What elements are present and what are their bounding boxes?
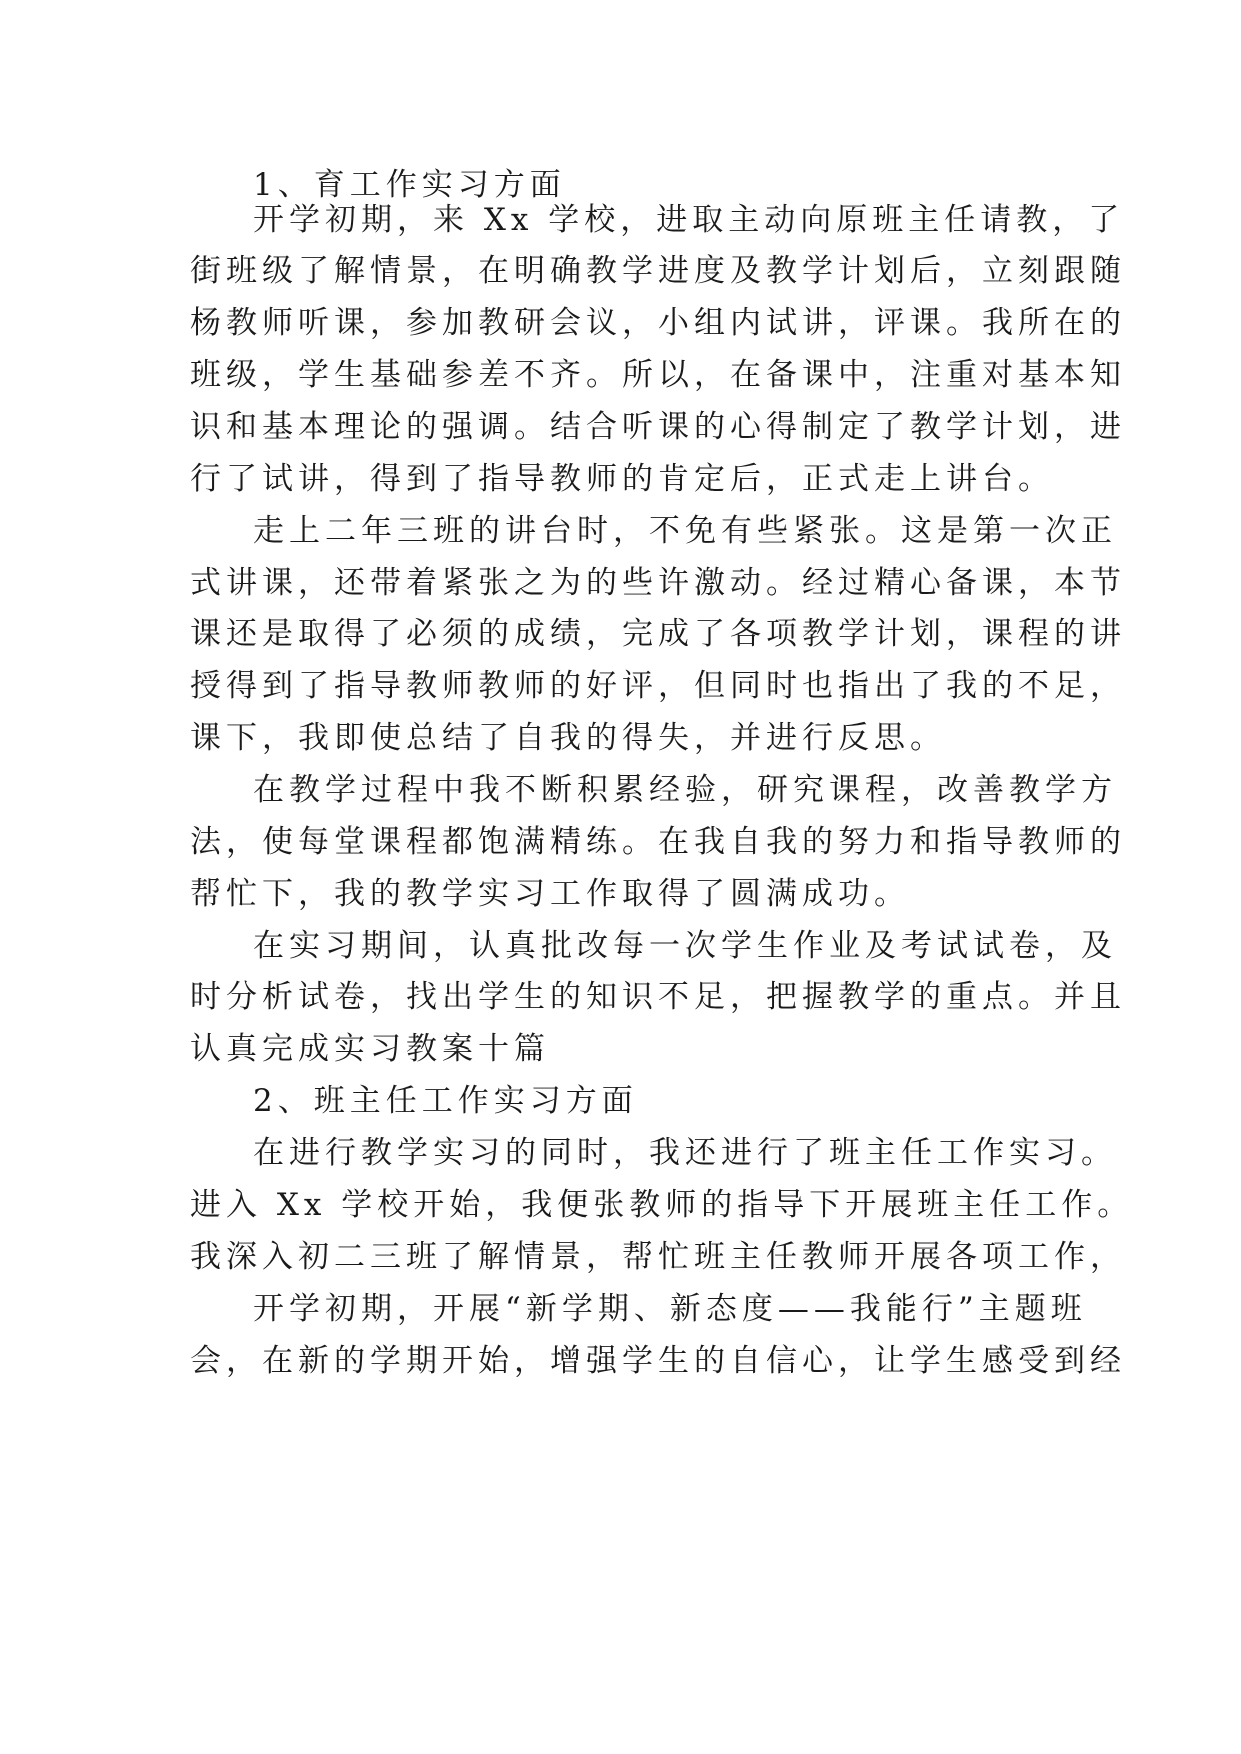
paragraph-line: 认真完成实习教案十篇 [190,1031,550,1067]
paragraph-line: 在教学过程中我不断积累经验，研究课程，改善教学方 [253,772,1117,808]
paragraph-line: 杨教师听课，参加教研会议，小组内试讲，评课。我所在的 [190,305,1126,341]
paragraph-line: 授得到了指导教师教师的好评，但同时也指出了我的不足， [190,668,1126,704]
paragraph-line: 会，在新的学期开始，增强学生的自信心，让学生感受到经 [190,1343,1126,1379]
paragraph-line: 班级，学生基础参差不齐。所以，在备课中，注重对基本知 [190,357,1126,393]
paragraph-line: 在进行教学实习的同时，我还进行了班主任工作实习。 [253,1135,1117,1171]
paragraph-line: 我深入初二三班了解情景，帮忙班主任教师开展各项工作， [190,1239,1126,1275]
paragraph-line: 识和基本理论的强调。结合听课的心得制定了教学计划，进 [190,409,1126,445]
paragraph-line: 进入 Xx 学校开始，我便张教师的指导下开展班主任工作。 [190,1187,1134,1223]
section-heading-2: 2、班主任工作实习方面 [253,1083,638,1119]
paragraph-line: 法，使每堂课程都饱满精练。在我自我的努力和指导教师的 [190,824,1126,860]
paragraph-line: 课还是取得了必须的成绩，完成了各项教学计划，课程的讲 [190,616,1126,652]
section-heading-1: 1、育工作实习方面 [253,167,566,203]
paragraph-line: 课下，我即使总结了自我的得失，并进行反思。 [190,720,946,756]
paragraph-line: 时分析试卷，找出学生的知识不足，把握教学的重点。并且 [190,979,1126,1015]
paragraph-line: 走上二年三班的讲台时，不免有些紧张。这是第一次正 [253,513,1117,549]
paragraph-line: 开学初期，来 Xx 学校，进取主动向原班主任请教，了 [253,202,1125,238]
paragraph-line: 行了试讲，得到了指导教师的肯定后，正式走上讲台。 [190,461,1054,497]
paragraph-line: 式讲课，还带着紧张之为的些许激动。经过精心备课，本节 [190,565,1126,601]
paragraph-line: 帮忙下，我的教学实习工作取得了圆满成功。 [190,876,910,912]
paragraph-line: 开学初期，开展“新学期、新态度——我能行”主题班 [253,1291,1087,1327]
paragraph-line: 在实习期间，认真批改每一次学生作业及考试试卷，及 [253,928,1117,964]
paragraph-line: 街班级了解情景，在明确教学进度及教学计划后，立刻跟随 [190,253,1126,289]
